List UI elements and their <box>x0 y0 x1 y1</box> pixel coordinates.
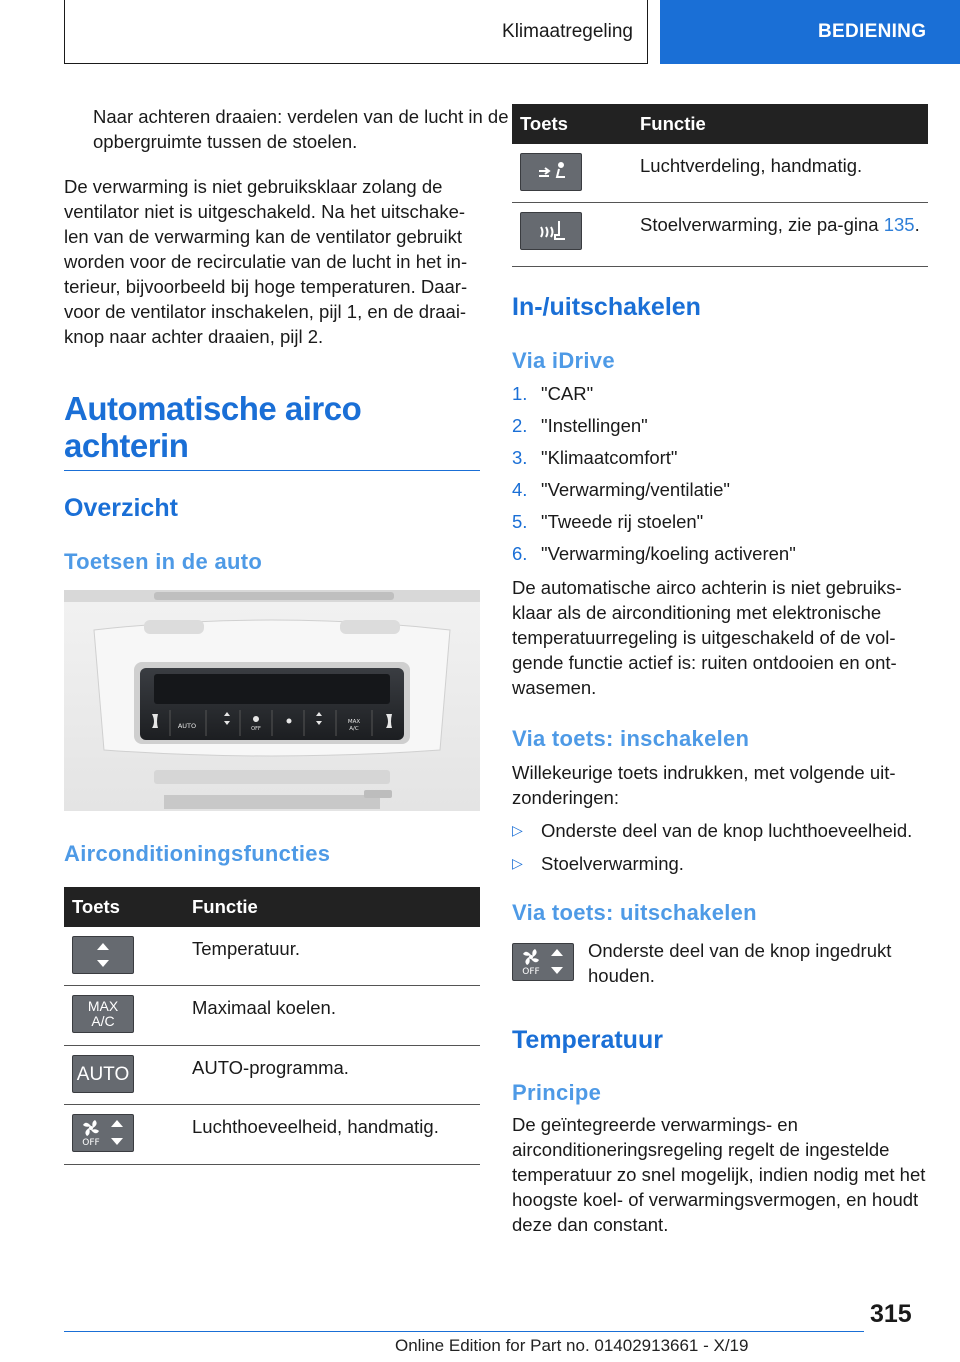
running-header-section <box>64 0 648 64</box>
auto-icon <box>72 1055 134 1093</box>
panel-auto-label: AUTO <box>177 722 197 730</box>
table-row <box>64 986 480 1046</box>
footer-edition: Online Edition for Part no. 01402913661 - X/19 <box>395 1336 749 1355</box>
table-header <box>512 104 928 144</box>
off-label: OFF <box>522 967 540 977</box>
idrive-note: De automatische airco achterin is niet gebruiks-klaar als de airconditioning met elektronische temperatuurregeling is uitgeschakeld of de vol-gende functie actief is: ruiten ontdooien en ont-wasemen. <box>512 577 902 698</box>
list-item: 3. "Klimaatcomfort" <box>512 447 678 468</box>
off-label: OFF <box>82 1138 100 1148</box>
ac-functions-table <box>64 887 480 1165</box>
list-item: 5. "Tweede rij stoelen" <box>512 511 704 532</box>
row-function: Luchthoeveelheid, handmatig. <box>192 1116 439 1137</box>
fan-off-arrows-icon <box>72 1114 134 1152</box>
chapter-heading-line1: Automatische airco <box>64 390 362 427</box>
ac-label: A/C <box>91 1013 115 1029</box>
temperature-arrows-icon <box>72 936 134 974</box>
table-row <box>64 1046 480 1105</box>
list-item: 1. "CAR" <box>512 383 594 404</box>
max-ac-icon <box>72 995 134 1033</box>
idrive-steps <box>512 378 928 570</box>
temperature-heading: Temperatuur <box>512 1026 663 1054</box>
chapter-heading-line2: achterin <box>64 427 189 464</box>
list-item: ▷ Stoelverwarming. <box>512 853 684 874</box>
chapter-title: BEDIENING <box>818 21 927 42</box>
row-function: Maximaal koelen. <box>192 997 336 1018</box>
panel-max-label: MAX <box>347 719 361 725</box>
fan-off-arrows-icon <box>512 943 574 981</box>
running-header-chapter <box>660 0 960 64</box>
chapter-rule <box>64 470 480 471</box>
table-header <box>64 887 480 927</box>
row-function <box>636 203 928 266</box>
col-function-header: Functie <box>640 113 706 134</box>
intro-paragraph: De verwarming is niet gebruiksklaar zolang de ventilator niet is uitgeschakeld. Na het uitschake-len van de verwarming kan de ventilator gebruikt worden voor de recirculatie van de lucht in het in-terieur, bijvoorbeeld bij hoge temperaturen. Daar-voor de ventilator inschakelen, pijl 1, en de draai-knop naar achter draaien, pijl 2. <box>64 176 468 347</box>
ac-functions-heading: Airconditioningsfuncties <box>64 841 331 866</box>
intro-indented-text: Naar achteren draaien: verdelen van de lucht in de opbergruimte tussen de stoelen. <box>93 106 509 152</box>
chapter-heading <box>64 390 480 471</box>
list-item: ▷ Onderste deel van de knop luchthoeveelheid. <box>512 820 913 841</box>
table-row <box>64 1105 480 1165</box>
seat-heating-text: Stoelverwarming, zie pa-gina <box>640 214 884 235</box>
via-key-off-text: Onderste deel van de knop ingedrukt houden. <box>588 940 892 986</box>
page-number: 315 <box>870 1300 912 1328</box>
rear-ac-panel-photo <box>64 590 480 811</box>
panel-ac-label: A/C <box>349 726 359 732</box>
row-function: AUTO-programma. <box>192 1057 349 1078</box>
max-label: MAX <box>87 998 119 1014</box>
seat-heating-icon <box>520 212 582 250</box>
list-item: 2. "Instellingen" <box>512 415 648 436</box>
exceptions-list <box>512 818 928 884</box>
seat-heating-suffix: . <box>914 214 920 235</box>
panel-off-label: OFF <box>251 726 261 732</box>
col-key-header: Toets <box>72 896 120 917</box>
table-row <box>512 144 928 203</box>
onoff-heading: In-/uitschakelen <box>512 293 701 321</box>
via-key-on-text: Willekeurige toets indrukken, met volgende uit-zonderingen: <box>512 762 896 808</box>
principle-text: De geïntegreerde verwarmings- en airconditioneringsregeling regelt de ingestelde temperatuur zo snel mogelijk, indien nodig met het hoogste koel- of verwarmingsvermogen, en houdt deze dan constant. <box>512 1114 926 1235</box>
auto-label: AUTO <box>76 1063 130 1085</box>
col-key-header: Toets <box>520 113 568 134</box>
list-item: 4. "Verwarming/ventilatie" <box>512 479 730 500</box>
ac-functions-table-continued <box>512 104 928 267</box>
via-key-off-heading: Via toets: uitschakelen <box>512 900 757 925</box>
via-key-on-heading: Via toets: inschakelen <box>512 726 750 751</box>
air-distribution-icon <box>520 153 582 191</box>
page-reference-link[interactable]: 135 <box>883 214 915 235</box>
footer-rule <box>64 1331 864 1332</box>
list-item: 6. "Verwarming/koeling activeren" <box>512 543 796 564</box>
col-function-header: Functie <box>192 896 258 917</box>
table-row <box>512 203 928 267</box>
via-idrive-heading: Via iDrive <box>512 348 615 373</box>
overview-heading: Overzicht <box>64 494 178 522</box>
keys-heading: Toetsen in de auto <box>64 549 263 574</box>
section-title: Klimaatregeling <box>502 20 633 42</box>
row-function: Temperatuur. <box>192 938 300 959</box>
table-row <box>64 927 480 986</box>
principle-heading: Principe <box>512 1080 602 1105</box>
row-function: Luchtverdeling, handmatig. <box>640 155 863 176</box>
